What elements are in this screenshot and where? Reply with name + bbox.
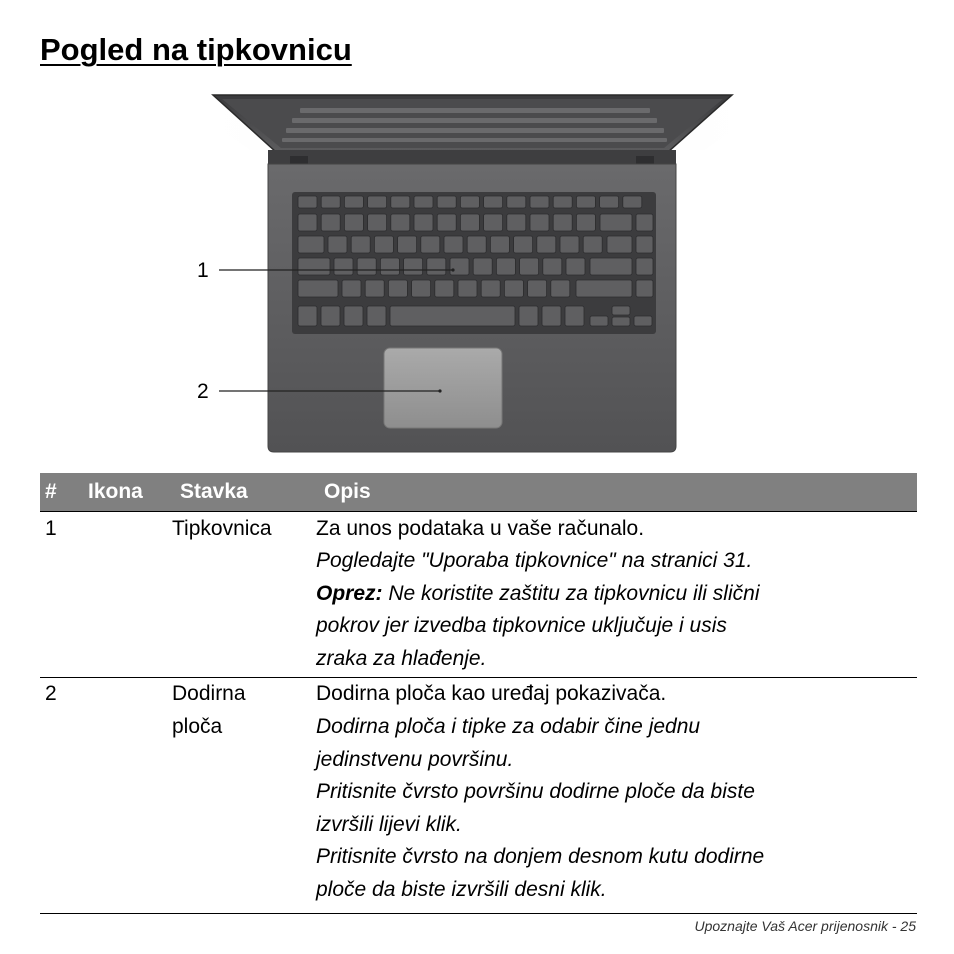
keyboard-key: [490, 236, 509, 253]
item-line: ploča: [172, 715, 223, 739]
keyboard-key: [298, 258, 330, 275]
keyboard-key: [583, 236, 602, 253]
laptop-keyboard-illustration: [0, 90, 954, 460]
description-note: jedinstvenu površinu.: [316, 747, 514, 771]
row-number: 2: [40, 678, 80, 913]
caution-text-line: zraka za hlađenje.: [316, 646, 487, 670]
description-note: Pritisnite čvrsto površinu dodirne ploče da biste: [316, 780, 755, 804]
keyboard-key: [481, 280, 500, 297]
keyboard-key: [607, 236, 632, 253]
keyboard-key: [390, 306, 515, 326]
keyboard-key: [380, 258, 399, 275]
keyboard-key: [473, 258, 492, 275]
component-table: [40, 473, 917, 914]
callout-2: 2: [197, 380, 209, 403]
keyboard-key: [421, 236, 440, 253]
keyboard-key: [437, 214, 456, 231]
keyboard-key: [636, 258, 653, 275]
description-note: ploče da biste izvršili desni klik.: [316, 878, 607, 902]
caution-label: Oprez:: [316, 581, 383, 605]
callout-1: 1: [197, 259, 209, 282]
keyboard-key: [334, 258, 353, 275]
keyboard-key: [496, 258, 515, 275]
caution-text: Ne koristite zaštitu za tipkovnicu ili slični: [382, 581, 760, 605]
keyboard-key: [634, 316, 652, 326]
keyboard-key: [553, 214, 572, 231]
page-reference: Pogledajte "Uporaba tipkovnice" na stranici 31.: [316, 549, 753, 573]
keyboard-key: [298, 196, 317, 208]
keyboard-key: [623, 196, 642, 208]
keyboard-key: [412, 280, 431, 297]
keyboard-key: [437, 196, 456, 208]
keyboard-key: [435, 280, 454, 297]
keyboard-key: [388, 280, 407, 297]
description-note: Pritisnite čvrsto na donjem desnom kutu dodirne: [316, 845, 765, 869]
table-row: [40, 678, 917, 913]
keyboard-key: [467, 236, 486, 253]
keyboard-key: [542, 306, 561, 326]
keyboard-key: [528, 280, 547, 297]
keyboard-key: [514, 236, 533, 253]
description-text: Dodirna ploča kao uređaj pokazivača.: [316, 682, 667, 706]
keyboard-key: [344, 214, 363, 231]
description-text: Za unos podataka u vaše računalo.: [316, 516, 645, 540]
keyboard-key: [553, 196, 572, 208]
keyboard-key: [566, 258, 585, 275]
page-title: Pogled na tipkovnicu: [40, 32, 352, 67]
keyboard-key: [612, 317, 630, 326]
row-number: 1: [40, 511, 80, 678]
keyboard-key: [530, 214, 549, 231]
keyboard-key: [507, 196, 526, 208]
keyboard-key: [636, 280, 653, 297]
keyboard-key: [576, 196, 595, 208]
keyboard-key: [530, 196, 549, 208]
page-footer: Upoznajte Vaš Acer prijenosnik - 25: [694, 918, 916, 934]
touchpad: [384, 348, 502, 428]
keyboard-key: [321, 196, 340, 208]
keyboard-key: [543, 258, 562, 275]
keyboard-key: [636, 236, 653, 253]
row-item: Tipkovnica: [172, 511, 316, 678]
keyboard-key: [460, 196, 479, 208]
keyboard-key: [298, 280, 338, 297]
keyboard-key: [636, 214, 653, 231]
keyboard-key: [427, 258, 446, 275]
keyboard-key: [374, 236, 393, 253]
keyboard-key: [600, 214, 632, 231]
keyboard-key: [520, 258, 539, 275]
keyboard-key: [342, 280, 361, 297]
keyboard-key: [560, 236, 579, 253]
header-description: Opis: [316, 473, 917, 511]
row-item: [172, 678, 316, 913]
keyboard-key: [398, 236, 417, 253]
keyboard-key: [321, 214, 340, 231]
keyboard-key: [365, 280, 384, 297]
keyboard-key: [344, 196, 363, 208]
keyboard-key: [357, 258, 376, 275]
keyboard-key: [328, 236, 347, 253]
keyboard-key: [590, 316, 608, 326]
keyboard-key: [391, 196, 410, 208]
description-note: Dodirna ploča i tipke za odabir čine jednu: [316, 715, 701, 739]
keyboard-key: [576, 214, 595, 231]
keyboard-key: [404, 258, 423, 275]
laptop-top-view-image: [0, 90, 954, 460]
keyboard-key: [298, 306, 317, 326]
header-number: #: [40, 473, 80, 511]
keyboard-key: [344, 306, 363, 326]
keyboard-key: [321, 306, 340, 326]
keyboard-key: [298, 236, 324, 253]
keyboard-key: [504, 280, 523, 297]
header-icon: Ikona: [80, 473, 172, 511]
keyboard-key: [537, 236, 556, 253]
keyboard-key: [507, 214, 526, 231]
row-description: [316, 678, 917, 913]
item-line: Dodirna: [172, 682, 246, 706]
keyboard-key: [368, 196, 387, 208]
table-row: [40, 511, 917, 678]
keyboard-key: [450, 258, 469, 275]
keyboard-key: [551, 280, 570, 297]
caution-text-line: pokrov jer izvedba tipkovnice uključuje i usis: [316, 614, 727, 638]
table-header-row: [40, 473, 917, 511]
keyboard-key: [612, 306, 630, 315]
row-description: [316, 511, 917, 678]
row-icon: [80, 678, 172, 913]
keyboard-key: [367, 306, 386, 326]
keyboard-key: [484, 214, 503, 231]
row-icon: [80, 511, 172, 678]
keyboard-key: [391, 214, 410, 231]
header-item: Stavka: [172, 473, 316, 511]
keyboard-key: [484, 196, 503, 208]
keyboard-key: [444, 236, 463, 253]
caution-note: [316, 578, 917, 611]
keyboard-key: [351, 236, 370, 253]
keyboard-key: [298, 214, 317, 231]
keyboard-key: [460, 214, 479, 231]
keyboard-key: [414, 196, 433, 208]
keyboard-key: [600, 196, 619, 208]
keyboard-key: [519, 306, 538, 326]
keyboard-key: [576, 280, 632, 297]
keyboard-key: [590, 258, 632, 275]
keyboard-key: [368, 214, 387, 231]
keyboard-key: [458, 280, 477, 297]
keyboard-key: [565, 306, 584, 326]
keyboard-key: [414, 214, 433, 231]
description-note: izvršili lijevi klik.: [316, 812, 462, 836]
